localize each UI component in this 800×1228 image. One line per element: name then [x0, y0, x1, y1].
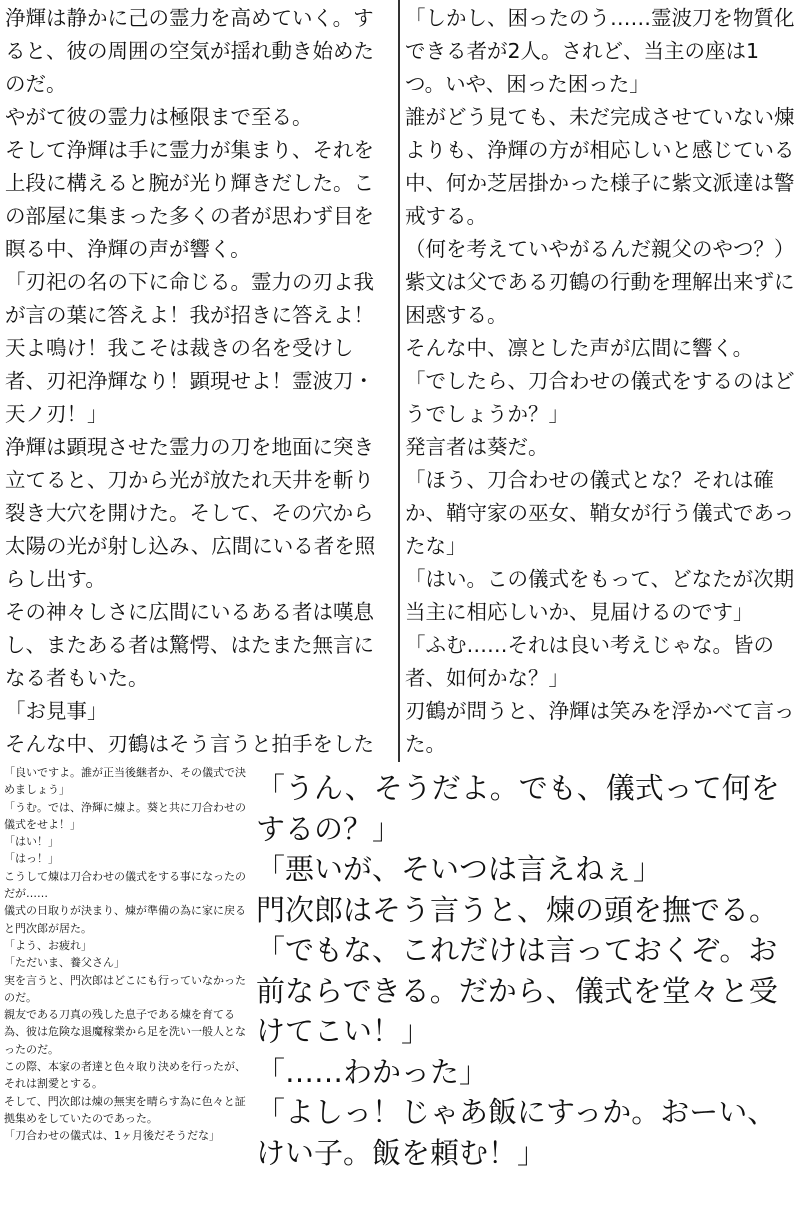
paragraph: こうして煉は刀合わせの儀式をする事になったのだが……	[4, 869, 246, 901]
paragraph: 「ほう、刀合わせの儀式とな？それは確か、鞘守家の巫女、鞘女が行う儀式であったな」	[405, 468, 795, 558]
top-left-text-panel	[0, 0, 397, 762]
paragraph: その神々しさに広間にいるある者は嘆息し、またある者は驚愕、はたまた無言になる者もいた。	[5, 600, 374, 690]
paragraph: 「はい！」	[4, 835, 59, 849]
paragraph: 「刀合わせの儀式は、1ヶ月後だそうだな」	[4, 1129, 220, 1143]
paragraph: 「刃祀の名の下に命じる。霊力の刃よ我が言の葉に答えよ！我が招きに答えよ！天よ鳴け！我こそは裁きの名を受けし者、刃祀浄輝なり！顕現せよ！霊波刀・天ノ刃！」	[5, 270, 374, 426]
paragraph: 「はっ！」	[4, 852, 59, 866]
paragraph: そんな中、刃鶴はそう言うと拍手をした	[5, 732, 374, 756]
paragraph: そんな中、凛とした声が広間に響く。	[405, 336, 754, 360]
paragraph: 「うむ。では、浄輝に煉よ。葵と共に刀合わせの儀式をせよ！」	[4, 800, 246, 831]
paragraph: 「悪いが、そいつは言えねぇ」	[256, 852, 663, 886]
paragraph: 「ただいま、養父さん」	[4, 956, 125, 970]
paragraph: そして浄輝は手に霊力が集まり、それを上段に構えると腕が光り輝きだした。この部屋に集まった多くの者が思わず目を瞑る中、浄輝の声が響く。	[5, 138, 374, 261]
bottom-right-text-panel	[253, 768, 800, 1228]
top-right-text-panel	[402, 0, 800, 762]
paragraph: 「でもな、これだけは言っておくぞ。お前ならできる。だから、儀式を堂々と受けてこい！」	[256, 933, 778, 1048]
paragraph: 実を言うと、門次郎はどこにも行っていなかったのだ。	[4, 973, 246, 1004]
paragraph: 「はい。この儀式をもって、どなたが次期当主に相応しいか、見届けるのです」	[405, 567, 795, 624]
column-divider	[398, 0, 400, 762]
paragraph: 「お見事」	[5, 699, 108, 723]
paragraph: 刃鶴が問うと、浄輝は笑みを浮かべて言った。	[405, 699, 795, 756]
paragraph: （何を考えていやがるんだ親父のやつ？）	[405, 237, 795, 261]
paragraph: 誰がどう見ても、未だ完成させていない煉よりも、浄輝の方が相応しいと感じている中、何か芝居掛かった様子に紫文派達は警戒する。	[405, 105, 795, 228]
paragraph: 「しかし、困ったのう……霊波刀を物質化できる者が2人。されど、当主の座は1つ。いや、困った困った」	[405, 6, 795, 96]
paragraph: やがて彼の霊力は極限まで至る。	[5, 105, 313, 129]
paragraph: 儀式の日取りが決まり、煉が準備の為に家に戻ると門次郎が居た。	[4, 904, 246, 935]
paragraph: 紫文は父である刃鶴の行動を理解出来ずに困惑する。	[405, 270, 795, 327]
paragraph: 「よしっ！じゃあ飯にすっか。おーい、けい子。飯を頼む！」	[256, 1095, 777, 1170]
paragraph: 「よう、お疲れ」	[4, 938, 92, 952]
paragraph: 発言者は葵だ。	[405, 435, 549, 459]
paragraph: そして、門次郎は煉の無実を晴らす為に色々と証拠集めをしていたのであった。	[4, 1094, 246, 1125]
paragraph: 親友である刀真の残した息子である煉を育てる為、彼は危険な退魔稼業から足を洗い一般人となったのだ。	[4, 1008, 246, 1056]
paragraph: 「ふむ……それは良い考えじゃな。皆の者、如何かな？」	[405, 633, 774, 690]
paragraph: 浄輝は静かに己の霊力を高めていく。すると、彼の周囲の空気が揺れ動き始めたのだ。	[5, 6, 374, 96]
paragraph: この際、本家の者達と色々取り決めを行ったが、それは割愛とする。	[4, 1060, 246, 1091]
paragraph: 「うん、そうだよ。でも、儀式って何をするの？」	[256, 771, 780, 846]
paragraph: 浄輝は顕現させた霊力の刀を地面に突き立てると、刀から光が放たれ天井を斬り裂き大穴を開けた。そして、その穴から太陽の光が射し込み、広間にいる者を照らし出す。	[5, 435, 376, 591]
paragraph: 「良いですよ。誰が正当後継者か、その儀式で決めましょう」	[4, 766, 246, 797]
paragraph: 門次郎はそう言うと、煉の頭を撫でる。	[256, 892, 779, 927]
bottom-left-text-panel	[0, 762, 250, 1228]
paragraph: 「でしたら、刀合わせの儀式をするのはどうでしょうか？」	[405, 369, 795, 426]
paragraph: 「……わかった」	[256, 1054, 489, 1089]
